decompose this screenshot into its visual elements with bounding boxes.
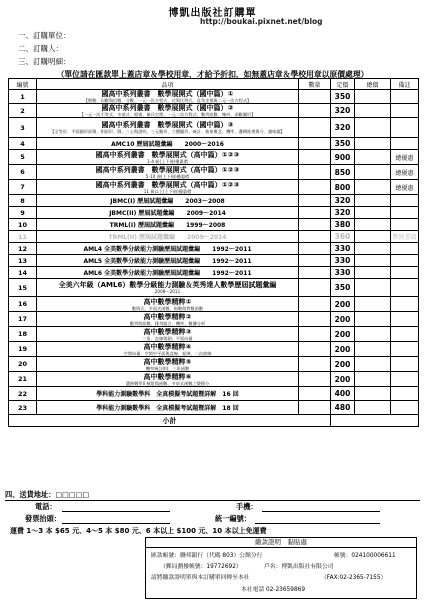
total-cell <box>355 195 391 207</box>
row-number: 3 <box>9 118 37 138</box>
row-number: 6 <box>9 165 37 180</box>
item-title: 高中數學精粹① <box>143 297 192 306</box>
total-cell <box>355 312 391 327</box>
item-subtitle: 【一元一次不等式、多項式、根號、畢氏定理、一元二次方程式、數列級數、幾何、函數圖形】 <box>79 112 256 117</box>
total-cell <box>355 231 391 243</box>
quantity-input[interactable] <box>299 372 331 387</box>
item-subtitle: 選修數學II 極限與函數、多項式函數之微積分 <box>125 380 210 386</box>
item-title: 學科能力測驗數學科 全真模擬考試題暨詳解 18 回 <box>37 401 299 415</box>
table-row <box>9 104 419 118</box>
col-header-price: 定價 <box>331 79 355 90</box>
invoice-title-input[interactable] <box>62 523 170 524</box>
remark <box>391 387 419 401</box>
unit-price: 400 <box>331 387 355 401</box>
remark <box>391 279 419 297</box>
item-name <box>37 104 299 118</box>
item-name <box>37 372 299 387</box>
bank-account-line: 匯款帳號：聯邦銀行（代碼 803）公館分行 <box>151 553 263 559</box>
quantity-input[interactable] <box>299 165 331 180</box>
phone-input[interactable] <box>62 511 170 512</box>
table-row <box>9 243 419 255</box>
unit-price: 480 <box>331 401 355 415</box>
row-number: 20 <box>9 357 37 372</box>
unit-price: 330 <box>331 243 355 255</box>
row-number: 23 <box>9 401 37 415</box>
item-title: 學科能力測驗數學科 全真模擬考試題暨詳解 16 回 <box>37 387 299 401</box>
item-name <box>37 90 299 104</box>
field-number: 一、 <box>18 31 33 40</box>
remark <box>391 104 419 118</box>
unit-price: 380 <box>331 219 355 231</box>
item-title: 高中數學精粹⑤ <box>143 357 192 366</box>
orderer-field[interactable] <box>18 43 63 54</box>
row-number: 10 <box>9 219 37 231</box>
field-number: 二、 <box>18 44 33 53</box>
item-subtitle: 1-4 冊(上下冊)優惠價 <box>147 158 188 164</box>
table-row <box>9 387 419 401</box>
table-row <box>9 267 419 279</box>
remark <box>391 357 419 372</box>
col-header-num: 編號 <box>9 79 37 90</box>
row-number: 9 <box>9 207 37 219</box>
total-cell <box>355 372 391 387</box>
item-title: 國高中系列叢書 數學展開式（國中篇）② <box>101 104 234 112</box>
item-title: 高中數學精粹⑥ <box>143 372 192 381</box>
unit-price: 200 <box>331 357 355 372</box>
return-instruction: 請將繳款證明單與本訂購單回傳至本社 <box>151 575 250 581</box>
unit-price: 330 <box>331 255 355 267</box>
quantity-input[interactable] <box>299 312 331 327</box>
fax-number: （FAX:02-2365-7155） <box>321 575 387 581</box>
total-cell <box>355 219 391 231</box>
discount-notice: （單位請在匯款單上蓋店章＆學校用章，才給予折扣，如無蓋店章＆學校用章以原價處理） <box>56 70 369 79</box>
unit-price: 200 <box>331 327 355 342</box>
field-number: 三、 <box>18 57 33 66</box>
subtotal-row <box>9 415 419 427</box>
total-cell <box>355 138 391 150</box>
unit-price: 200 <box>331 297 355 312</box>
total-cell <box>355 255 391 267</box>
item-title: 高中數學精粹③ <box>143 327 192 336</box>
item-subtitle: 11 冊以上(上下冊)優惠價 <box>143 188 192 194</box>
item-subtitle: 【整數、因數與倍數、分數、一元一次方程式、比與比例式、直角坐標與二元一次方程式】 <box>83 98 252 103</box>
table-header-row <box>9 79 419 90</box>
item-title: 高中數學精粹④ <box>143 342 192 351</box>
total-cell <box>355 207 391 219</box>
remark <box>391 219 419 231</box>
row-number: 1 <box>9 90 37 104</box>
remark <box>391 195 419 207</box>
item-name <box>37 297 299 312</box>
remark <box>391 90 419 104</box>
subtotal-value <box>331 415 419 427</box>
item-name <box>37 118 299 138</box>
divider <box>5 500 420 501</box>
row-number: 14 <box>9 267 37 279</box>
unit-price: 900 <box>331 150 355 165</box>
unit-price: 330 <box>331 267 355 279</box>
mobile-input[interactable] <box>262 511 380 512</box>
remark <box>391 327 419 342</box>
unit-price: 200 <box>331 342 355 357</box>
item-title: 國高中系列叢書 數學展開式（國中篇）① <box>101 90 234 98</box>
table-row <box>9 118 419 138</box>
quantity-input[interactable] <box>299 243 331 255</box>
unit-price: 320 <box>331 104 355 118</box>
table-row <box>9 231 419 243</box>
row-number: 19 <box>9 342 37 357</box>
total-cell <box>355 267 391 279</box>
remark <box>391 118 419 138</box>
table-row <box>9 401 419 415</box>
item-title: 國高中系列叢書 數學展開式（國中篇）③ <box>101 121 234 129</box>
unit-price: 320 <box>331 207 355 219</box>
quantity-input[interactable] <box>299 219 331 231</box>
item-name <box>37 342 299 357</box>
invoice-title-label: 發票抬頭： <box>25 514 61 523</box>
unit-price: 350 <box>331 279 355 297</box>
remark <box>391 207 419 219</box>
item-title: TRML(I) 歷屆試題彙編 1999～2008 <box>37 219 299 231</box>
total-cell <box>355 327 391 342</box>
quantity-input[interactable] <box>299 342 331 357</box>
quantity-input[interactable] <box>299 231 331 243</box>
total-cell <box>355 387 391 401</box>
shipping-fee-note: 運費 1～3 本 $65 元、4～5 本 $80 元、6 本以上 $100 元、10 本以上免運費 <box>10 527 267 535</box>
unit-price: 350 <box>331 138 355 150</box>
table-row <box>9 342 419 357</box>
unit-price: 850 <box>331 165 355 180</box>
quantity-input[interactable] <box>299 357 331 372</box>
col-header-remark: 備註 <box>391 79 419 90</box>
postal-account-line: （郵局劃撥帳號：19772692） <box>160 564 242 570</box>
item-title: 國高中系列叢書 數學展開式（高中篇）①②③ <box>95 165 240 174</box>
row-number: 2 <box>9 104 37 118</box>
item-title: AMC10 歷屆試題彙編 2000～2016 <box>37 138 299 150</box>
item-subtitle: 三角、直線與圓、平面向量 <box>142 335 193 341</box>
total-cell <box>355 342 391 357</box>
item-subtitle: 【全等形、平面圖形面積、相似形、圓、三心與證明、三元數形、立體圖形、統計、抽象概念、機率、邏輯推理與分、趣味題】 <box>50 129 285 134</box>
unit-price: 200 <box>331 372 355 387</box>
remark <box>391 312 419 327</box>
page-title: 博凱出版社訂購單 <box>168 8 257 19</box>
table-row <box>9 90 419 104</box>
item-title: TRML(II) 歷屆試題彙編 2009～2014 <box>37 231 299 243</box>
row-number: 18 <box>9 327 37 342</box>
table-row <box>9 327 419 342</box>
row-number: 12 <box>9 243 37 255</box>
account-name: 戶名：博凱出版社有限公司 <box>264 564 334 570</box>
quantity-input[interactable] <box>299 401 331 415</box>
row-number: 15 <box>9 279 37 297</box>
quantity-input[interactable] <box>299 150 331 165</box>
item-name <box>37 165 299 180</box>
payment-proof-box <box>145 537 417 599</box>
total-cell <box>355 243 391 255</box>
remark: 暫無書籍 <box>391 231 419 243</box>
item-title: AML5 全美數學分級能力測驗歷屆試題彙編 1992～2011 <box>37 255 299 267</box>
total-cell <box>355 180 391 195</box>
tax-id-input[interactable] <box>255 523 380 524</box>
item-subtitle: 數與式、多項式函數、指數與對數函數 <box>131 305 204 311</box>
item-title: 國高中系列叢書 數學展開式（高中篇）①②③ <box>95 180 240 189</box>
table-row <box>9 180 419 195</box>
item-title: 國高中系列叢書 數學展開式（高中篇）①②③ <box>95 150 240 159</box>
phone-label: 電話： <box>35 502 57 511</box>
total-cell <box>355 401 391 415</box>
row-number: 17 <box>9 312 37 327</box>
remark: 總優惠 <box>391 150 419 165</box>
subtotal-label: 小計 <box>9 415 331 427</box>
row-number: 4 <box>9 138 37 150</box>
item-subtitle: 2008～2011 <box>154 289 181 294</box>
quantity-input[interactable] <box>299 90 331 104</box>
quantity-input[interactable] <box>299 180 331 195</box>
order-table <box>8 78 419 427</box>
unit-price: 320 <box>331 118 355 138</box>
table-row <box>9 150 419 165</box>
item-name <box>37 327 299 342</box>
row-number: 21 <box>9 372 37 387</box>
quantity-input[interactable] <box>299 138 331 150</box>
table-row <box>9 372 419 387</box>
remark: 總優惠 <box>391 165 419 180</box>
table-row <box>9 357 419 372</box>
total-cell <box>355 118 391 138</box>
quantity-input[interactable] <box>299 118 331 138</box>
table-row <box>9 207 419 219</box>
remark <box>391 342 419 357</box>
row-number: 7 <box>9 180 37 195</box>
quantity-input[interactable] <box>299 279 331 297</box>
total-cell <box>355 90 391 104</box>
payment-proof-title: 繳款證明 黏貼處 <box>146 538 416 548</box>
remark <box>391 243 419 255</box>
remark <box>391 267 419 279</box>
table-row <box>9 219 419 231</box>
quantity-input[interactable] <box>299 104 331 118</box>
row-number: 22 <box>9 387 37 401</box>
field-label: 訂購人： <box>33 44 63 53</box>
mobile-label: 手機： <box>236 502 258 511</box>
item-title: AML4 全美數學分級能力測驗歷屆試題彙編 1992～2011 <box>37 243 299 255</box>
col-header-qty: 數量 <box>299 79 331 90</box>
remark <box>391 401 419 415</box>
unit-price: 800 <box>331 180 355 195</box>
total-cell <box>355 297 391 312</box>
unit-price: 350 <box>331 90 355 104</box>
item-name <box>37 150 299 165</box>
shipping-address-label: 四、送貨地址：□□□□□ <box>5 490 90 499</box>
total-cell <box>355 150 391 165</box>
total-cell <box>355 357 391 372</box>
total-cell <box>355 279 391 297</box>
unit-price: 200 <box>331 312 355 327</box>
table-row <box>9 297 419 312</box>
order-unit-field[interactable] <box>18 30 71 41</box>
total-cell <box>355 104 391 118</box>
item-subtitle: 機率統計(II)、三角函數 <box>145 365 190 371</box>
item-name <box>37 357 299 372</box>
row-number: 16 <box>9 297 37 312</box>
quantity-input[interactable] <box>299 207 331 219</box>
item-name <box>37 180 299 195</box>
quantity-input[interactable] <box>299 387 331 401</box>
unit-price: 360 <box>331 231 355 243</box>
quantity-input[interactable] <box>299 267 331 279</box>
table-row <box>9 255 419 267</box>
unit-price: 320 <box>331 195 355 207</box>
publisher-phone: 本社電話 02-23659869 <box>241 587 306 593</box>
row-number: 5 <box>9 150 37 165</box>
item-title: JBMC(I) 歷屆試題彙編 2003～2008 <box>37 195 299 207</box>
remark: 總優惠 <box>391 180 419 195</box>
item-name <box>37 312 299 327</box>
item-name <box>37 279 299 297</box>
row-number: 11 <box>9 231 37 243</box>
remark <box>391 255 419 267</box>
quantity-input[interactable] <box>299 297 331 312</box>
field-label: 訂購單位： <box>33 31 71 40</box>
total-cell <box>355 165 391 180</box>
field-label: 訂購明細： <box>33 57 71 66</box>
blog-url[interactable]: http://boukai.pixnet.net/blog <box>200 17 323 26</box>
row-number: 8 <box>9 195 37 207</box>
item-title: JBMC(II) 歷屆試題彙編 2009～2014 <box>37 207 299 219</box>
item-subtitle: 數列與級數、排列組合、機率、數據分析 <box>129 320 206 326</box>
account-number: 帳號：024100006611 <box>334 553 396 559</box>
item-title: AML6 全美數學分級能力測驗歷屆試題彙編 1992～2011 <box>37 267 299 279</box>
table-row <box>9 279 419 297</box>
table-row <box>9 165 419 180</box>
quantity-input[interactable] <box>299 195 331 207</box>
remark <box>391 138 419 150</box>
item-subtitle: 空間向量、空間中平面與直線、矩陣、二次曲線 <box>123 350 212 356</box>
tax-id-label: 統一編號： <box>215 514 251 523</box>
col-header-name: 品項 <box>37 79 299 90</box>
remark <box>391 372 419 387</box>
table-row <box>9 195 419 207</box>
col-header-discount: 總價 <box>355 79 391 90</box>
row-number: 13 <box>9 255 37 267</box>
item-title: 全美六年級（AML6）數學分級能力測驗＆英秀達人數學歷屆試題彙編 <box>58 281 277 289</box>
table-row <box>9 138 419 150</box>
quantity-input[interactable] <box>299 327 331 342</box>
quantity-input[interactable] <box>299 255 331 267</box>
table-row <box>9 312 419 327</box>
order-details-field <box>18 56 71 67</box>
item-title: 高中數學精粹② <box>143 312 192 321</box>
item-subtitle: 5-10 冊(上下冊)優惠價 <box>145 173 190 179</box>
remark <box>391 297 419 312</box>
